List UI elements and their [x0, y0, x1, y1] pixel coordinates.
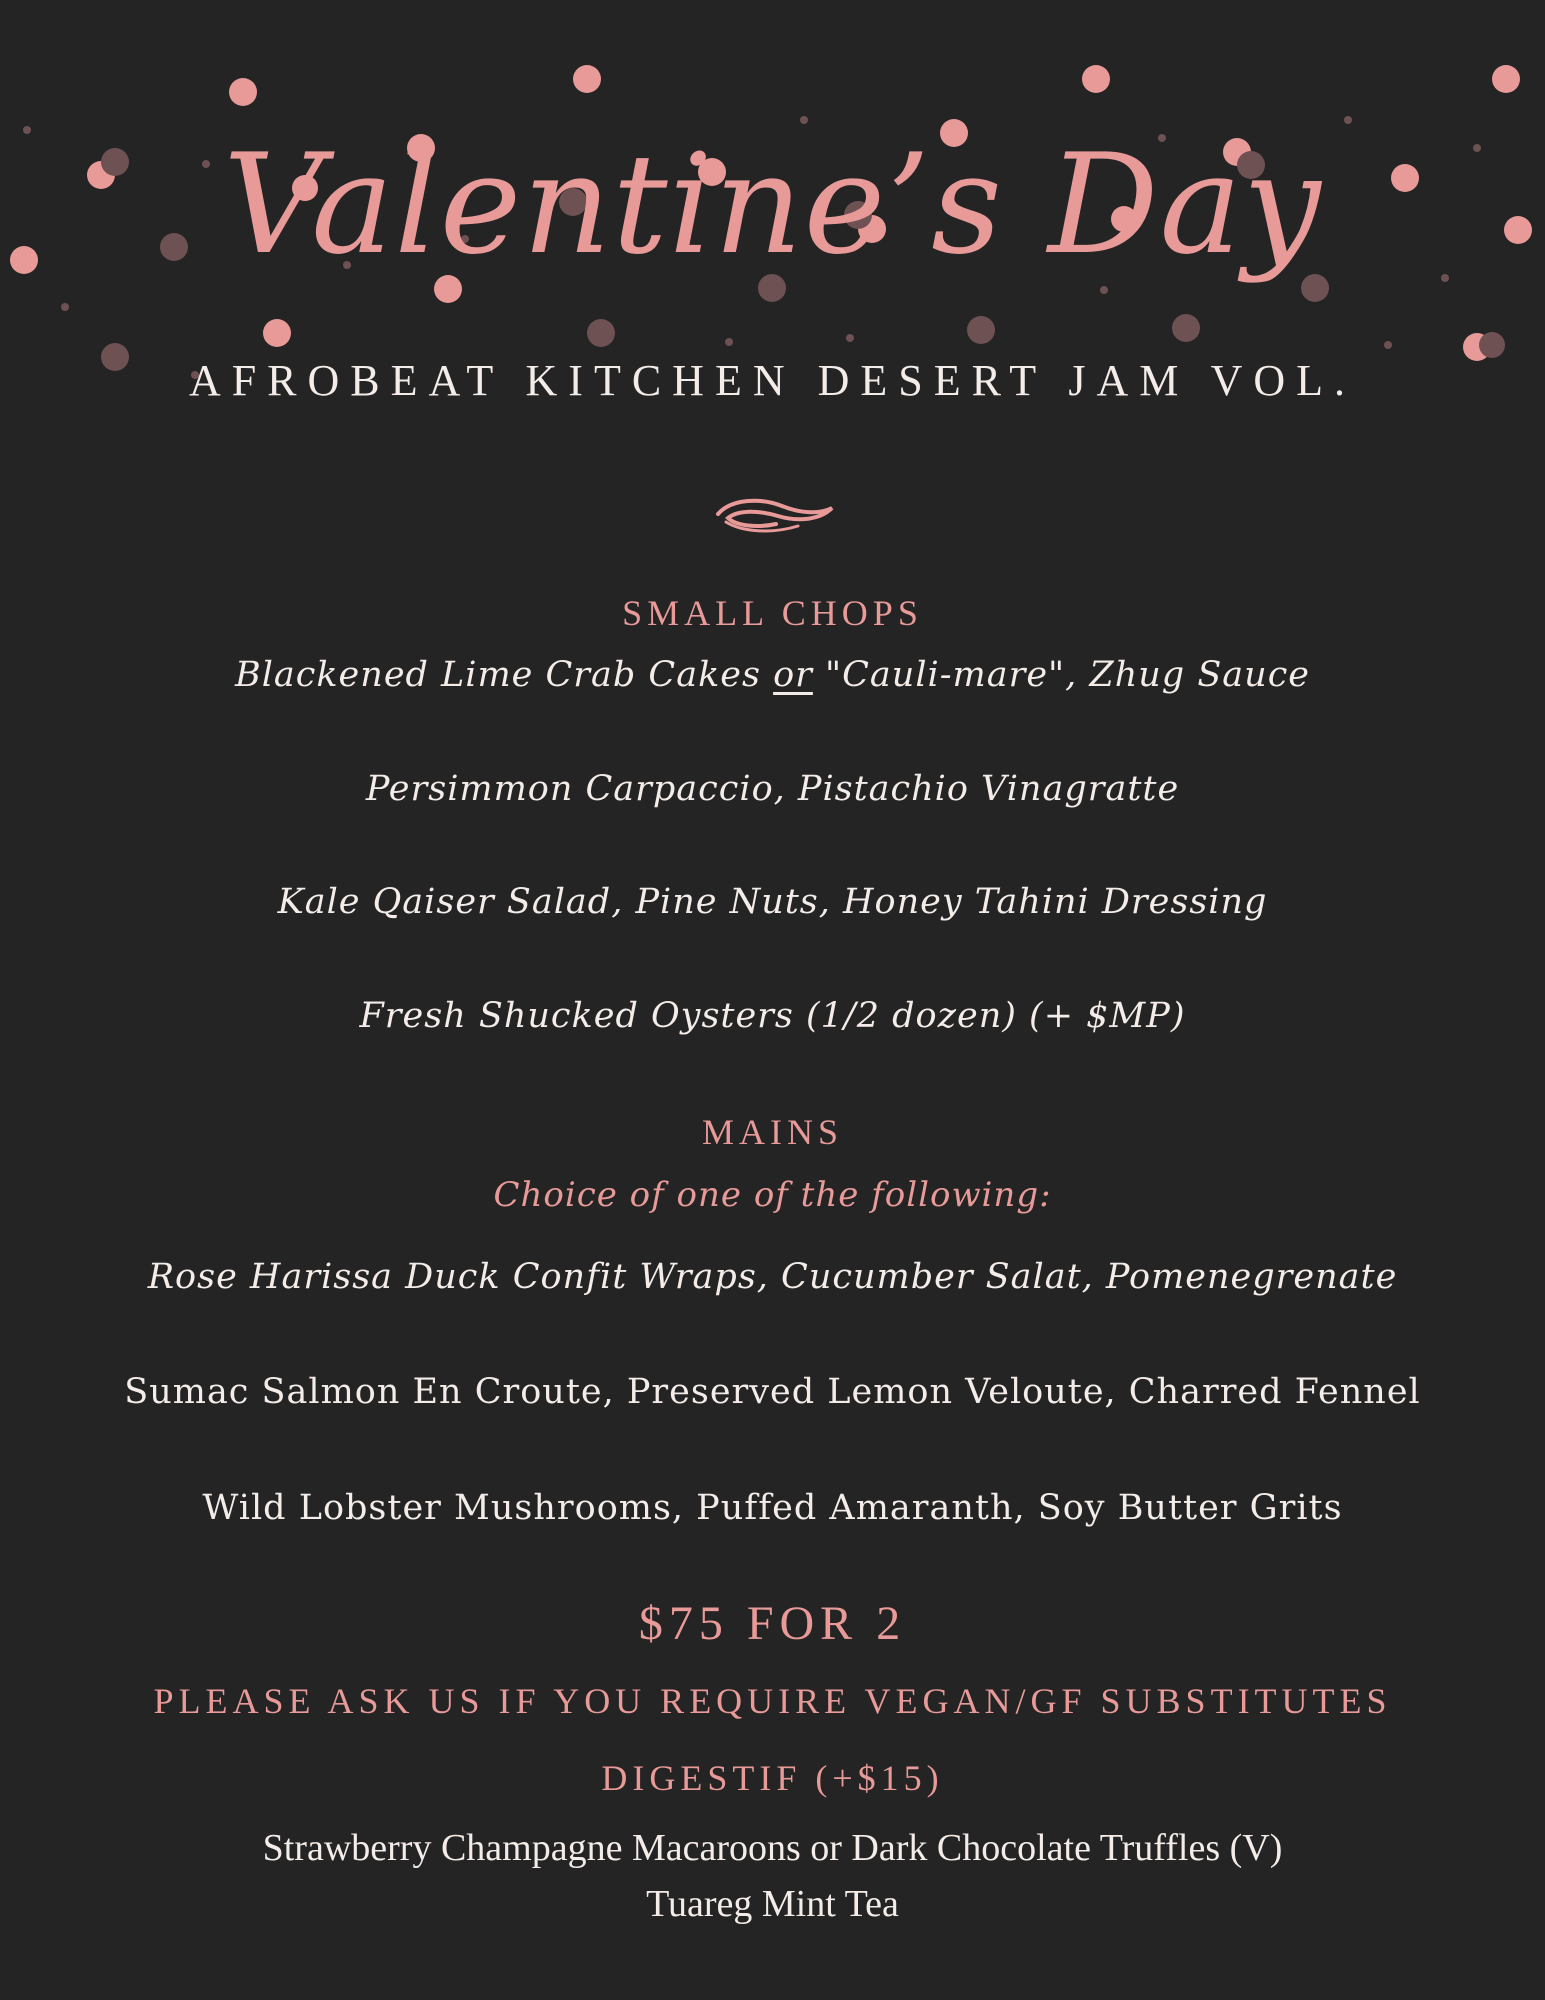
page-title: Valentine’s Day — [223, 124, 1322, 285]
confetti-dot — [967, 316, 995, 344]
confetti-dot — [1384, 341, 1392, 349]
digestif-heading: DIGESTIF (+$15) — [601, 1758, 944, 1798]
confetti-dot — [725, 338, 733, 346]
confetti-dot — [229, 78, 257, 106]
menu-item-text: Blackened Lime Crab Cakes — [234, 655, 774, 695]
menu-item: Persimmon Carpaccio, Pistachio Vinagratte — [365, 769, 1180, 809]
price-label: $75 FOR 2 — [638, 1597, 907, 1650]
digestif-item: Tuareg Mint Tea — [646, 1883, 899, 1925]
menu-item-or: or — [773, 655, 813, 695]
event-subtitle: AFROBEAT KITCHEN DESERT JAM VOL. — [188, 356, 1357, 405]
menu-item — [0, 655, 1545, 695]
confetti-dot — [263, 319, 291, 347]
confetti-dot — [846, 334, 854, 342]
mains-heading: MAINS — [701, 1112, 843, 1152]
mains-subheading: Choice of one of the following: — [493, 1175, 1052, 1215]
menu-item: Fresh Shucked Oysters (1/2 dozen) (+ $MP) — [359, 996, 1186, 1036]
menu-item-text: "Cauli-mare", Zhug Sauce — [812, 655, 1311, 695]
confetti-dot — [1492, 65, 1520, 93]
substitutes-note: PLEASE ASK US IF YOU REQUIRE VEGAN/GF SUBSTITUTES — [153, 1681, 1392, 1721]
confetti-dot — [573, 65, 601, 93]
confetti-dot — [1082, 65, 1110, 93]
confetti-dot — [61, 303, 69, 311]
menu-item: Rose Harissa Duck Confit Wraps, Cucumber Salat, Pomenegrenate — [147, 1257, 1398, 1297]
menu-item: Sumac Salmon En Croute, Preserved Lemon Veloute, Charred Fennel — [124, 1372, 1421, 1412]
digestif-item: Strawberry Champagne Macaroons or Dark Chocolate Truffles (V) — [262, 1827, 1283, 1869]
flourish-ornament-icon — [712, 492, 836, 538]
menu-item: Kale Qaiser Salad, Pine Nuts, Honey Tahini Dressing — [277, 882, 1268, 922]
confetti-dot — [1172, 314, 1200, 342]
confetti-dot — [587, 319, 615, 347]
small-chops-heading: SMALL CHOPS — [622, 593, 923, 633]
menu-item: Wild Lobster Mushrooms, Puffed Amaranth, Soy Butter Grits — [202, 1488, 1343, 1528]
